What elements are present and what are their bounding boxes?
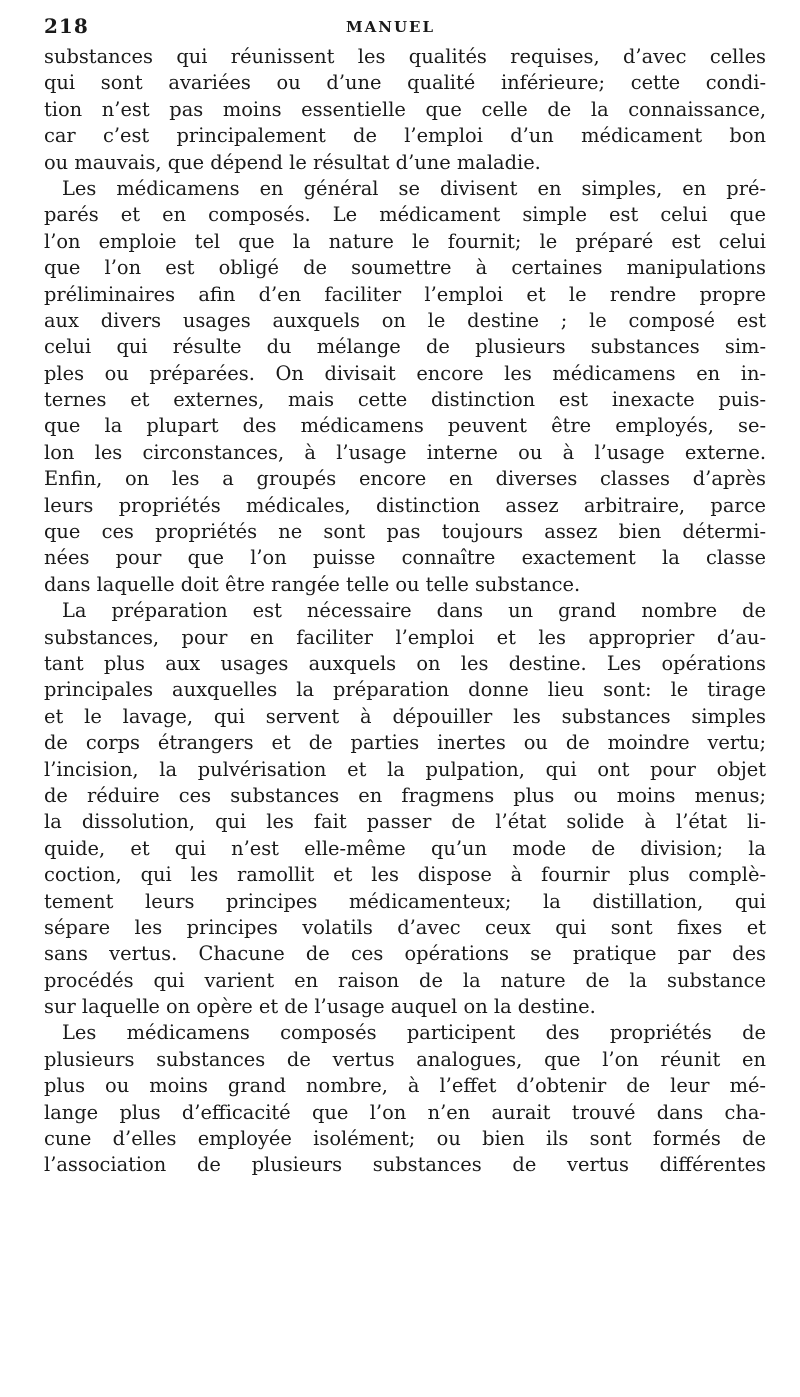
text-line: de réduire ces substances en fragmens plus ou moins menus; bbox=[44, 783, 766, 807]
text-line: que ces propriétés ne sont pas toujours assez bien détermi- bbox=[44, 520, 766, 544]
text-line: quide, et qui n’est elle-même qu’un mode de division; la bbox=[44, 836, 766, 860]
text-line: que l’on est obligé de soumettre à certaines manipulations bbox=[44, 256, 766, 280]
text-line: La préparation est nécessaire dans un grand nombre de bbox=[62, 599, 766, 623]
running-title: MANUEL bbox=[346, 18, 436, 36]
text-line: la dissolution, qui les fait passer de l’état solide à l’état li- bbox=[44, 810, 766, 834]
text-line: Les médicamens en général se divisent en simples, en pré- bbox=[62, 176, 766, 200]
text-line: aux divers usages auxquels on le destine ; le composé est bbox=[44, 308, 766, 332]
text-line: de corps étrangers et de parties inertes ou de moindre vertu; bbox=[44, 731, 766, 755]
text-line: l’on emploie tel que la nature le fournit; le préparé est celui bbox=[44, 229, 766, 253]
text-line: car c’est principalement de l’emploi d’un médicament bon bbox=[44, 124, 766, 148]
text-line: Enfin, on les a groupés encore en diverses classes d’après bbox=[44, 467, 766, 491]
text-line: et le lavage, qui servent à dépouiller les substances simples bbox=[44, 704, 766, 728]
text-line: nées pour que l’on puisse connaître exactement la classe bbox=[44, 546, 766, 570]
page-number: 218 bbox=[44, 14, 89, 38]
text-line: que la plupart des médicamens peuvent être employés, se- bbox=[44, 414, 766, 438]
text-line: coction, qui les ramollit et les dispose à fournir plus complè- bbox=[44, 863, 766, 887]
text-line: ou mauvais, que dépend le résultat d’une maladie. bbox=[44, 150, 541, 174]
text-line: plusieurs substances de vertus analogues, que l’on réunit en bbox=[44, 1047, 766, 1071]
text-line: qui sont avariées ou d’une qualité inférieure; cette condi- bbox=[44, 71, 766, 95]
running-head bbox=[44, 14, 764, 44]
text-line: tement leurs principes médicamenteux; la distillation, qui bbox=[44, 889, 766, 913]
text-line: l’incision, la pulvérisation et la pulpation, qui ont pour objet bbox=[44, 757, 766, 781]
text-line: ples ou préparées. On divisait encore les médicamens en in- bbox=[44, 361, 766, 385]
text-line: l’association de plusieurs substances de vertus différentes bbox=[44, 1153, 766, 1177]
text-line: cune d’elles employée isolément; ou bien ils sont formés de bbox=[44, 1127, 766, 1151]
text-line: principales auxquelles la préparation donne lieu sont: le tirage bbox=[44, 678, 766, 702]
text-line: parés et en composés. Le médicament simple est celui que bbox=[44, 203, 766, 227]
text-line: lon les circonstances, à l’usage interne ou à l’usage externe. bbox=[44, 440, 766, 464]
text-line: Les médicamens composés participent des propriétés de bbox=[62, 1021, 766, 1045]
body-text bbox=[44, 44, 766, 1179]
text-line: procédés qui varient en raison de la nature de la substance bbox=[44, 968, 766, 992]
text-line: dans laquelle doit être rangée telle ou telle substance. bbox=[44, 572, 581, 596]
text-line: lange plus d’efficacité que l’on n’en aurait trouvé dans cha- bbox=[44, 1100, 766, 1124]
text-line: sépare les principes volatils d’avec ceux qui sont fixes et bbox=[44, 915, 766, 939]
text-line: substances qui réunissent les qualités requises, d’avec celles bbox=[44, 45, 766, 68]
text-line: sans vertus. Chacune de ces opérations se pratique par des bbox=[44, 942, 766, 966]
text-line: substances, pour en faciliter l’emploi et les approprier d’au- bbox=[44, 625, 766, 649]
text-line: tant plus aux usages auxquels on les destine. Les opérations bbox=[44, 651, 766, 675]
text-line: plus ou moins grand nombre, à l’effet d’obtenir de leur mé- bbox=[44, 1074, 766, 1098]
text-line: sur laquelle on opère et de l’usage auquel on la destine. bbox=[44, 995, 596, 1019]
text-line: celui qui résulte du mélange de plusieurs substances sim- bbox=[44, 335, 766, 359]
text-line: leurs propriétés médicales, distinction assez arbitraire, parce bbox=[44, 493, 766, 517]
text-line: préliminaires afin d’en faciliter l’emploi et le rendre propre bbox=[44, 282, 766, 306]
text-line: tion n’est pas moins essentielle que celle de la connaissance, bbox=[44, 97, 766, 121]
text-line: ternes et externes, mais cette distinction est inexacte puis- bbox=[44, 388, 766, 412]
